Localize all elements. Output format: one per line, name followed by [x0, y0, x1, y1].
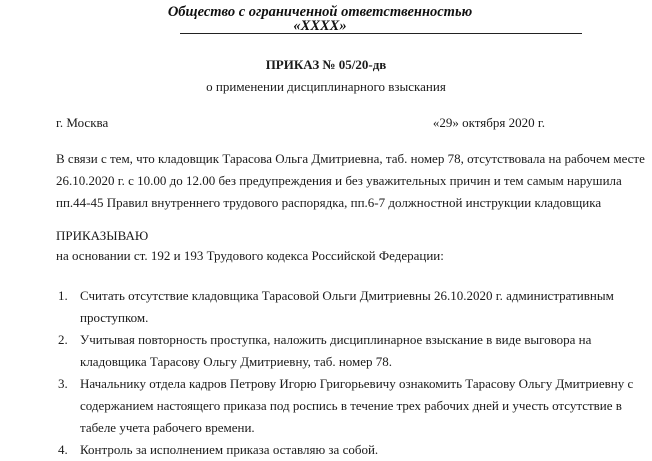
order-subtitle: о применении дисциплинарного взыскания [206, 79, 446, 94]
order-item-line: Начальнику отдела кадров Петрову Игорю Григорьевичу ознакомить Тарасову Ольгу Дмитриевну с [80, 376, 634, 391]
order-item [56, 439, 570, 461]
order-item-line: проступком. [80, 310, 149, 325]
order-city: г. Москва [56, 115, 109, 130]
order-item-text [80, 373, 634, 439]
intro-line: пп.44-45 Правил внутреннего трудового распорядка, пп.6-7 должностной инструкции кладовщика [56, 195, 602, 210]
order-item-number: 4. [58, 442, 68, 457]
order-title: ПРИКАЗ № 05/20-дв [265, 57, 387, 72]
order-items-list [56, 285, 634, 461]
order-item-text [80, 285, 614, 329]
intro-line: 26.10.2020 г. с 10.00 до 12.00 без предупреждения и без уважительных причин и тем самым нарушила [56, 173, 622, 188]
header-divider [180, 33, 582, 34]
order-item-line: кладовщика Тарасову Ольгу Дмитриевну, таб. номер 78. [80, 354, 393, 369]
order-item-line: табеле учета рабочего времени. [80, 420, 255, 435]
organization-short-name: «XXXX» [293, 18, 347, 34]
decree-word: ПРИКАЗЫВАЮ [56, 228, 149, 243]
order-item-line: Считать отсутствие кладовщика Тарасовой Ольги Дмитриевны 26.10.2020 г. административным [80, 288, 614, 303]
order-item-number: 2. [58, 332, 68, 347]
organization-name: Общество с ограниченной ответственностью [167, 4, 473, 20]
order-item-line: Учитывая повторность проступка, наложить дисциплинарное взыскание в виде выговора на [80, 332, 592, 347]
order-item [56, 373, 634, 439]
decree-basis: на основании ст. 192 и 193 Трудового кодекса Российской Федерации: [56, 248, 444, 263]
order-item-line: Контроль за исполнением приказа оставляю за собой. [80, 442, 379, 457]
order-item [56, 285, 614, 329]
order-item-text [80, 329, 592, 373]
intro-paragraph [56, 148, 645, 214]
order-item-line: содержанием настоящего приказа под роспись в течение трех рабочих дней и учесть отсутствие в [80, 398, 622, 413]
order-item [56, 329, 592, 373]
order-item-number: 3. [58, 376, 68, 391]
intro-line: В связи с тем, что кладовщик Тарасова Ольга Дмитриевна, таб. номер 78, отсутствовала на рабочем месте [56, 151, 645, 166]
order-item-number: 1. [58, 288, 68, 303]
order-date: «29» октября 2020 г. [432, 115, 545, 130]
order-item-text [80, 439, 570, 461]
